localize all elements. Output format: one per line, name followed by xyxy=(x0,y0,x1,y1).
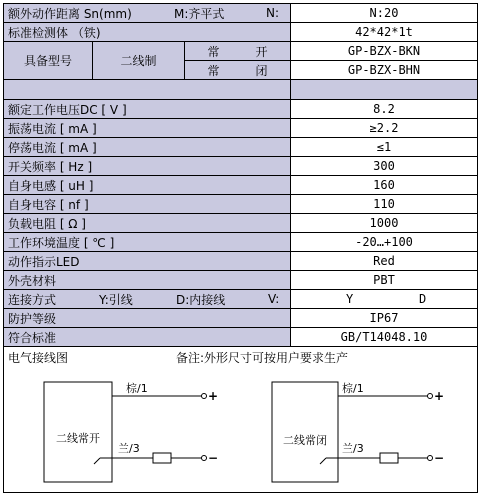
spec-value: PBT xyxy=(373,273,395,287)
minus-label: − xyxy=(434,451,445,465)
plus-label: + xyxy=(208,389,219,403)
spec-label: 自身电容 [ nf ] xyxy=(4,195,291,213)
models-wire-label: 二线制 xyxy=(93,42,185,79)
spec-row xyxy=(4,100,477,119)
connection-wire: Y:引线 xyxy=(99,292,133,307)
spec-row xyxy=(4,195,477,214)
spec-value: 110 xyxy=(373,197,395,211)
wire-brown-label: 棕/1 xyxy=(126,382,148,395)
terminal-minus xyxy=(428,456,433,461)
spec-label: 标准检测体 （铁) xyxy=(4,23,291,41)
spec-row xyxy=(4,214,477,233)
header-n-label: N: xyxy=(266,6,280,20)
spec-sheet xyxy=(3,3,478,493)
plus-label: + xyxy=(434,389,445,403)
spec-label: 自身电感 [ uH ] xyxy=(4,176,291,194)
model-type-no: 常 开 xyxy=(185,42,291,61)
load-resistor xyxy=(380,453,398,463)
spec-label: 动作指示LED xyxy=(4,252,291,270)
connection-value-y: Y xyxy=(346,292,354,306)
spec-label: 防护等级 xyxy=(4,309,291,327)
header-value: N:20 xyxy=(369,6,399,20)
wire-blue-label: 兰/3 xyxy=(118,442,140,455)
wiring-diagram-no xyxy=(44,381,218,482)
spec-label: 额定工作电压DC [ V ] xyxy=(4,100,291,118)
spec-row xyxy=(4,157,477,176)
spec-row xyxy=(4,119,477,138)
footer-title: 电气接线图 xyxy=(8,350,69,365)
connection-label: 连接方式 xyxy=(8,292,57,307)
spec-row xyxy=(4,252,477,271)
model-no-value: GP-BZX-BKN xyxy=(291,42,477,61)
sensor-box-label: 二线常闭 xyxy=(283,434,327,447)
header-label: 额外动作距离 Sn(mm) xyxy=(8,6,132,21)
models-row xyxy=(4,42,477,80)
spec-value: 8.2 xyxy=(373,102,395,116)
spec-value: 42*42*1t xyxy=(355,25,413,39)
separator-value xyxy=(291,80,477,99)
spec-label: 工作环境温度 [ ℃ ] xyxy=(4,233,291,251)
spec-row xyxy=(4,138,477,157)
switch-contact xyxy=(320,458,326,464)
switch-contact xyxy=(94,458,100,464)
spec-value: ≤1 xyxy=(376,140,392,154)
sensor-box-label: 二线常开 xyxy=(56,432,100,445)
model-nc-value: GP-BZX-BHN xyxy=(347,63,421,77)
spec-value: 1000 xyxy=(369,216,399,230)
spec-label: 振荡电流 [ mA ] xyxy=(4,119,291,137)
spec-row xyxy=(4,328,477,347)
wiring-diagram xyxy=(4,374,477,492)
wire-brown-label: 棕/1 xyxy=(342,382,364,395)
connection-v-label: V: xyxy=(268,292,280,306)
connection-value-d: D xyxy=(419,292,427,306)
footer-note: 备注:外形尺寸可按用户要求生产 xyxy=(176,350,349,365)
connection-label-cell xyxy=(4,290,291,308)
separator-row xyxy=(4,80,477,100)
spec-value: -20…+100 xyxy=(355,235,413,249)
spec-value: ≥2.2 xyxy=(369,121,399,135)
spec-row xyxy=(4,233,477,252)
terminal-plus xyxy=(428,394,433,399)
spec-label: 停荡电流 [ mA ] xyxy=(4,138,291,156)
spec-value: IP67 xyxy=(369,311,399,325)
spec-label: 负载电阻 [ Ω ] xyxy=(4,214,291,232)
spec-label: 外壳材料 xyxy=(4,271,291,289)
footer-row xyxy=(4,347,477,367)
header-row xyxy=(4,4,477,23)
spec-row xyxy=(4,309,477,328)
minus-label: − xyxy=(208,451,219,465)
terminal-plus xyxy=(202,394,207,399)
spec-value: GB/T14048.10 xyxy=(340,330,428,344)
spec-row xyxy=(4,271,477,290)
sensor-box xyxy=(272,382,338,482)
connection-value-cell xyxy=(291,290,477,308)
spec-label: 开关频率 [ Hz ] xyxy=(4,157,291,175)
header-mount: M:齐平式 xyxy=(174,6,225,21)
spec-label: 符合标准 xyxy=(4,328,291,346)
connection-plug: D:内接线 xyxy=(176,292,226,307)
model-type-nc: 常 闭 xyxy=(185,61,291,79)
wire-blue-label: 兰/3 xyxy=(342,442,364,455)
connection-row xyxy=(4,290,477,309)
header-label-cell xyxy=(4,4,291,22)
wiring-diagram-nc xyxy=(272,381,444,482)
separator-label xyxy=(4,80,291,99)
terminal-minus xyxy=(202,456,207,461)
models-group-label: 具备型号 xyxy=(4,42,93,79)
spec-value: 160 xyxy=(373,178,395,192)
load-resistor xyxy=(153,453,171,463)
spec-row xyxy=(4,23,477,42)
spec-value: 300 xyxy=(373,159,395,173)
spec-row xyxy=(4,176,477,195)
spec-value: Red xyxy=(373,254,395,268)
